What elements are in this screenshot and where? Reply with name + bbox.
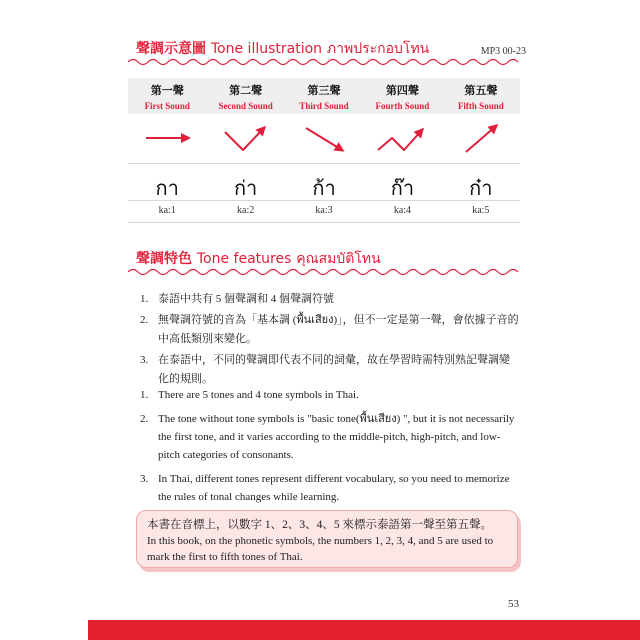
heading-en: Tone features: [196, 251, 292, 267]
tone-name-zh: 第二聲: [229, 85, 263, 97]
romanization: ka:4: [393, 205, 412, 216]
tone-header-3: [285, 78, 363, 114]
features-list-zh: [140, 290, 520, 391]
tone-5-rising-arrow-icon: [466, 126, 496, 152]
heading-th: ภาพประกอบโทน: [326, 41, 430, 57]
table-divider: [128, 200, 520, 201]
thai-syllable: ก้า: [312, 176, 336, 200]
tone-name-en: Fourth Sound: [375, 101, 430, 111]
tone-header-4: [363, 78, 441, 114]
tone-name-en: Third Sound: [299, 101, 349, 111]
tone-3-falling-arrow-icon: [306, 128, 342, 150]
tone-arrows: [128, 116, 520, 162]
romanization: ka:1: [158, 205, 176, 216]
list-item: 3. In Thai, different tones represent different vocabulary, so you need to memorize the rules of tonal changes while learning.: [140, 473, 510, 503]
list-item: 1. 泰語中共有 5 個聲調和 4 個聲調符號: [140, 293, 334, 305]
note-zh: 本書在音標上，以數字 1、2、3、4、5 來標示泰語第一聲至第五聲。: [147, 519, 492, 531]
tone-header-5: [442, 78, 520, 114]
romanization: ka:3: [315, 205, 333, 216]
tone-2-fall-rise-arrow-icon: [225, 128, 264, 150]
page-number: 53: [508, 598, 519, 610]
romanization: ka:5: [472, 205, 490, 216]
romanization-row: [128, 205, 520, 216]
tone-name-en: Second Sound: [218, 101, 273, 111]
tone-table-header: [128, 78, 520, 114]
note-box: [136, 510, 518, 568]
thai-syllable: ก๊า: [390, 176, 415, 200]
tone-4-zigzag-arrow-icon: [378, 130, 422, 150]
table-divider: [128, 222, 520, 223]
list-item: 1. There are 5 tones and 4 tone symbols in Thai.: [140, 389, 359, 401]
bottom-accent-bar: [88, 620, 640, 640]
romanization: ka:2: [237, 205, 255, 216]
list-item: 2. 無聲調符號的音為「基本調 (พื้นเสียง)」，但不一定是第一聲，會依據子音的中高低類別來變化。: [140, 314, 519, 345]
thai-syllable: ก๋า: [469, 176, 493, 200]
heading-th: คุณสมบัติโทน: [296, 251, 381, 267]
tone-name-zh: 第五聲: [464, 85, 498, 97]
wavy-divider: [128, 56, 520, 68]
thai-syllable: กา: [155, 176, 179, 200]
tone-name-zh: 第四聲: [385, 85, 419, 97]
tone-header-2: [206, 78, 284, 114]
audio-track-label: MP3 00-23: [480, 46, 526, 57]
tone-header-1: [128, 78, 206, 114]
tone-name-zh: 第三聲: [307, 85, 341, 97]
tone-name-en: Fifth Sound: [457, 101, 504, 111]
tone-name-en: First Sound: [144, 101, 190, 111]
list-item: 2. The tone without tone symbols is "basic tone(พื้นเสียง) ", but it is not necessarily the first tone, and it varies according to the middle-pitch, high-pitch, and low-pitch categories of consonants.: [140, 413, 515, 461]
wavy-divider: [128, 266, 520, 278]
list-item: 3. 在泰語中，不同的聲調即代表不同的詞彙，故在學習時需特別熟記聲調變化的規則。: [140, 354, 510, 385]
thai-syllable: ก่า: [233, 176, 258, 200]
note-en: In this book, on the phonetic symbols, the numbers 1, 2, 3, 4, and 5 are used to mark the first to fifth tones of Thai.: [147, 535, 494, 563]
table-divider: [128, 163, 520, 164]
heading-zh: 聲調特色: [136, 251, 192, 267]
tone-name-zh: 第一聲: [150, 85, 184, 97]
features-list-en: [140, 386, 520, 512]
heading-en: Tone illustration: [210, 41, 323, 57]
heading-zh: 聲調示意圖: [136, 41, 206, 57]
